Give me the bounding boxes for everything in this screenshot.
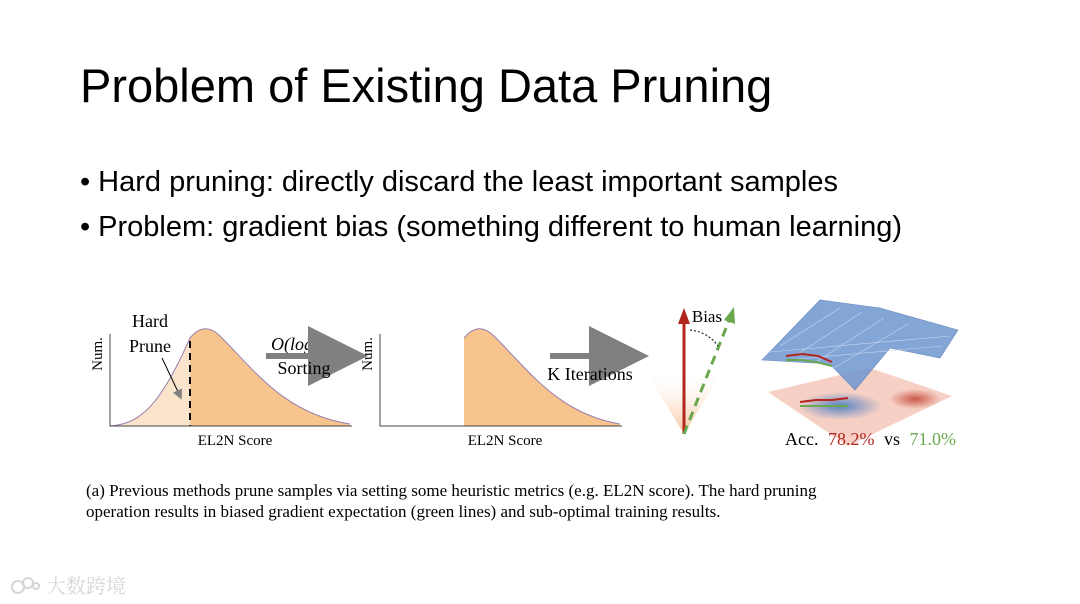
bullet-list xyxy=(80,160,902,250)
biased-gradient-head xyxy=(724,307,735,324)
slide-title: Problem of Existing Data Pruning xyxy=(80,59,773,112)
x-axis-label: EL2N Score xyxy=(197,433,273,449)
watermark xyxy=(10,570,126,599)
caption-line-2: operation results in biased gradient expectation (green lines) and sub-optimal training results. xyxy=(86,502,721,521)
sorting-complexity: O(logN) xyxy=(271,334,331,354)
distribution-panel-original xyxy=(90,311,352,449)
bullet-dot: • xyxy=(80,211,91,243)
bullet-item xyxy=(80,205,902,250)
bullet-dot: • xyxy=(80,166,91,198)
bullet-item xyxy=(80,160,902,205)
x-axis-label: EL2N Score xyxy=(467,433,543,449)
acc-value-baseline: 71.0% xyxy=(909,429,956,449)
pruning-figure xyxy=(80,296,1000,466)
y-axis-label: Num. xyxy=(360,337,376,371)
bullet-text: Problem: gradient bias (something different to human learning) xyxy=(98,211,903,243)
contour-red-spot xyxy=(889,389,941,409)
gradient-bias-diagram xyxy=(644,307,735,434)
acc-vs: vs xyxy=(883,429,900,449)
bias-label: Bias xyxy=(691,307,723,326)
distribution-panel-pruned xyxy=(360,329,622,449)
accuracy-readout xyxy=(785,429,956,449)
iterations-label: K Iterations xyxy=(547,364,633,384)
sorting-label: Sorting xyxy=(277,358,331,378)
acc-value-ours: 78.2% xyxy=(827,429,875,449)
hard-prune-label-1: Hard xyxy=(132,311,168,331)
watermark-text: 大数跨境 xyxy=(46,574,126,598)
acc-prefix: Acc. xyxy=(785,429,819,449)
bias-angle-arc xyxy=(690,330,718,346)
watermark-logo-icon xyxy=(10,574,40,596)
y-axis-label: Num. xyxy=(90,337,106,371)
hard-prune-label-2: Prune xyxy=(129,336,171,356)
figure-caption xyxy=(86,480,1006,522)
loss-landscape xyxy=(762,300,958,449)
sorting-step xyxy=(266,334,344,378)
bullet-text: Hard pruning: directly discard the least important samples xyxy=(98,166,838,198)
true-gradient-head xyxy=(678,308,690,324)
iterations-step xyxy=(547,356,632,384)
caption-line-1: (a) Previous methods prune samples via setting some heuristic metrics (e.g. EL2N score). The hard pruning xyxy=(86,481,817,500)
